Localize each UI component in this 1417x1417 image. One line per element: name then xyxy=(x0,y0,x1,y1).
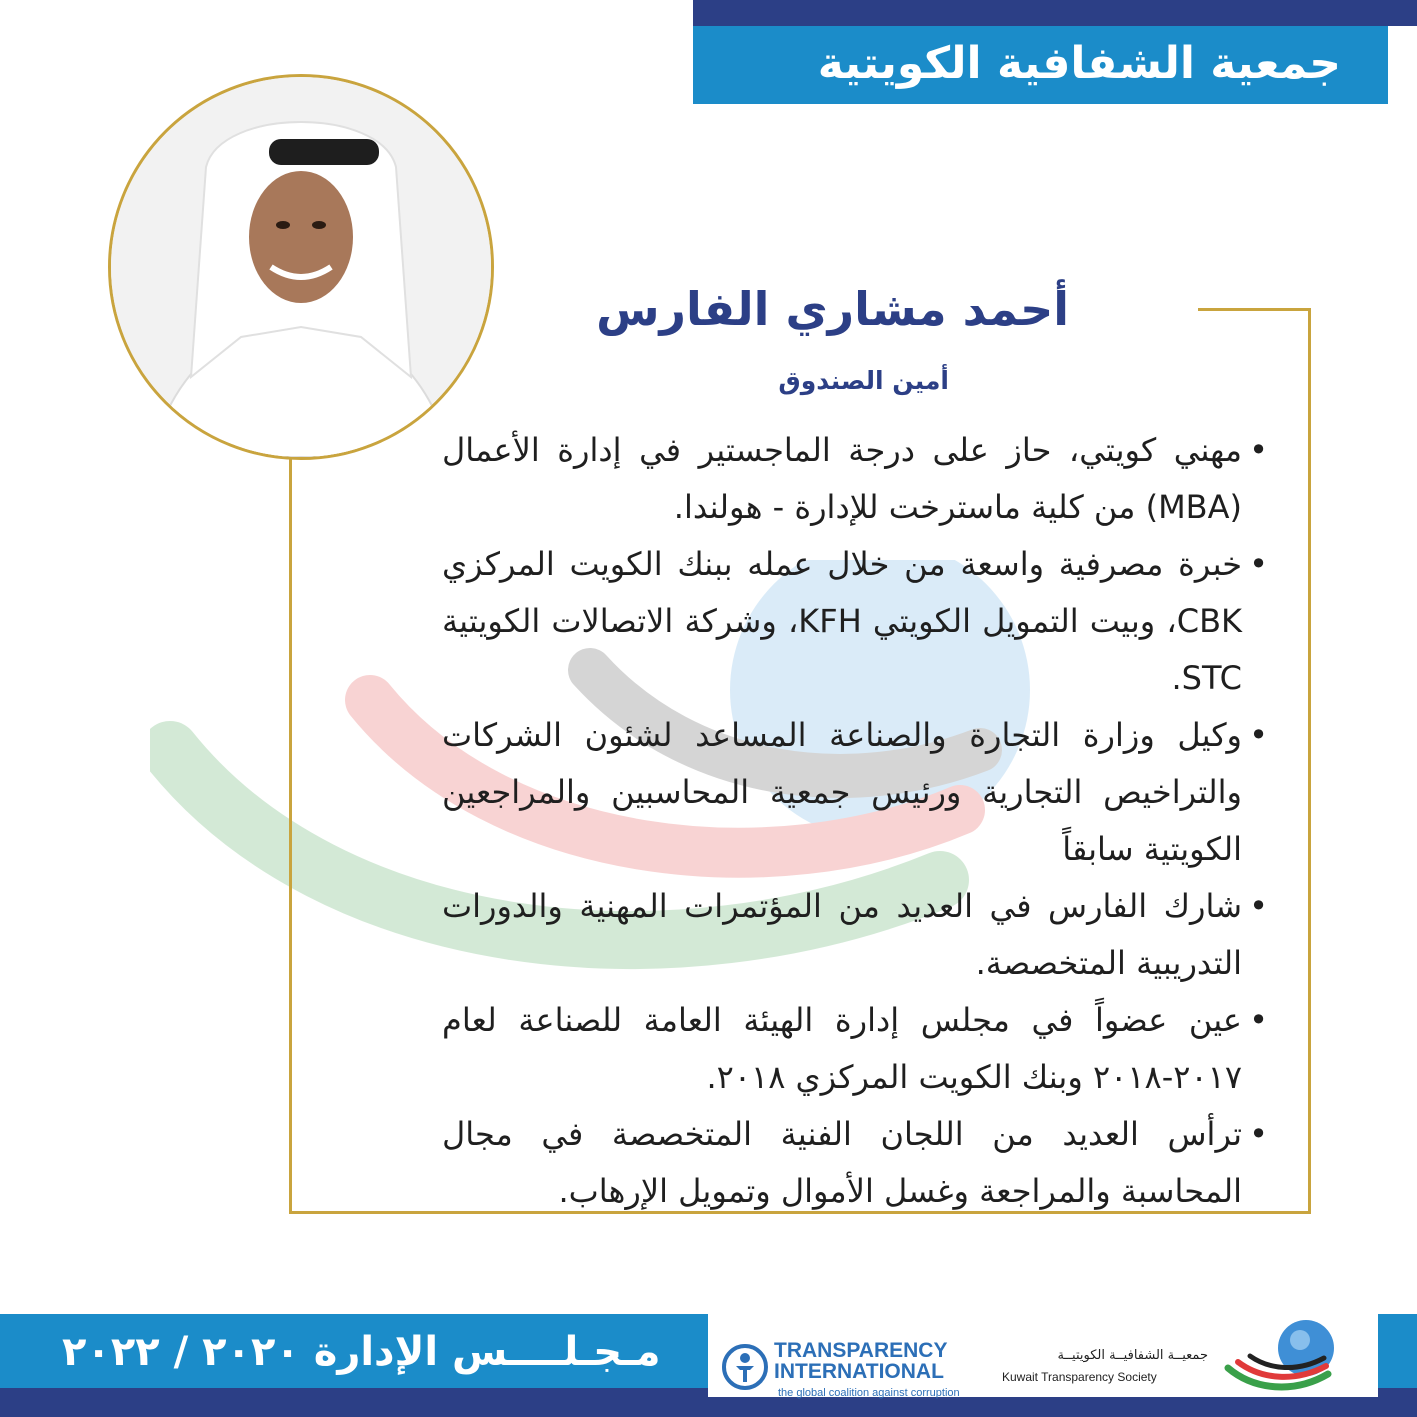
kts-arabic-name: جمعيــة الشفافيــة الكويتيــة xyxy=(1057,1348,1208,1363)
page-title: جمعية الشفافية الكويتية xyxy=(817,38,1341,89)
transparency-international-globe-icon xyxy=(722,1344,768,1390)
board-term-title: مـجـلــــس الإدارة ٢٠٢٠ / ٢٠٢٢ xyxy=(62,1329,661,1375)
footer-accent-bar xyxy=(0,1388,708,1417)
footer-right-banner xyxy=(1378,1314,1417,1388)
frame-border-left xyxy=(289,452,292,1214)
frame-border-right xyxy=(1308,308,1311,1214)
bio-item: • شارك الفارس في العديد من المؤتمرات المهنية والدورات التدريبية المتخصصة. xyxy=(442,878,1272,992)
bio-item: • مهني كويتي، حاز على درجة الماجستير في إدارة الأعمال (MBA) من كلية ماسترخت للإدارة - هولندا. xyxy=(442,422,1272,536)
ti-tagline: the global coalition against corruption xyxy=(778,1387,960,1399)
bio-item: • عين عضواً في مجلس إدارة الهيئة العامة للصناعة لعام ٢٠١٧-٢٠١٨ وبنك الكويت المركزي ٢٠١٨. xyxy=(442,992,1272,1106)
ti-name: TRANSPARENCY INTERNATIONAL xyxy=(774,1339,948,1383)
header-accent-bar xyxy=(693,0,1417,26)
bio-list xyxy=(442,422,1272,1220)
person-name: أحمد مشاري الفارس xyxy=(596,282,1069,336)
profile-photo xyxy=(108,74,494,460)
bio-item: • وكيل وزارة التجارة والصناعة المساعد لشئون الشركات والتراخيص التجارية ورئيس جمعية المحاسبين والمراجعين الكويتية سابقاً xyxy=(442,707,1272,878)
footer-right-accent xyxy=(1378,1388,1417,1417)
person-photo xyxy=(111,77,491,457)
frame-border-top xyxy=(1198,308,1311,311)
person-role: أمين الصندوق xyxy=(778,366,949,395)
kts-english-name: Kuwait Transparency Society xyxy=(1002,1370,1157,1384)
kuwait-transparency-society-emblem-icon xyxy=(1224,1318,1342,1398)
bio-item: • ترأس العديد من اللجان الفنية المتخصصة في مجال المحاسبة والمراجعة وغسل الأموال وتمويل الإرهاب. xyxy=(442,1106,1272,1220)
transparency-international-logo xyxy=(722,1340,992,1410)
bio-item: • خبرة مصرفية واسعة من خلال عمله ببنك الكويت المركزي CBK، وبيت التمويل الكويتي KFH، وشركة الاتصالات الكويتية STC. xyxy=(442,536,1272,707)
kuwait-transparency-society-logo xyxy=(1002,1318,1342,1398)
